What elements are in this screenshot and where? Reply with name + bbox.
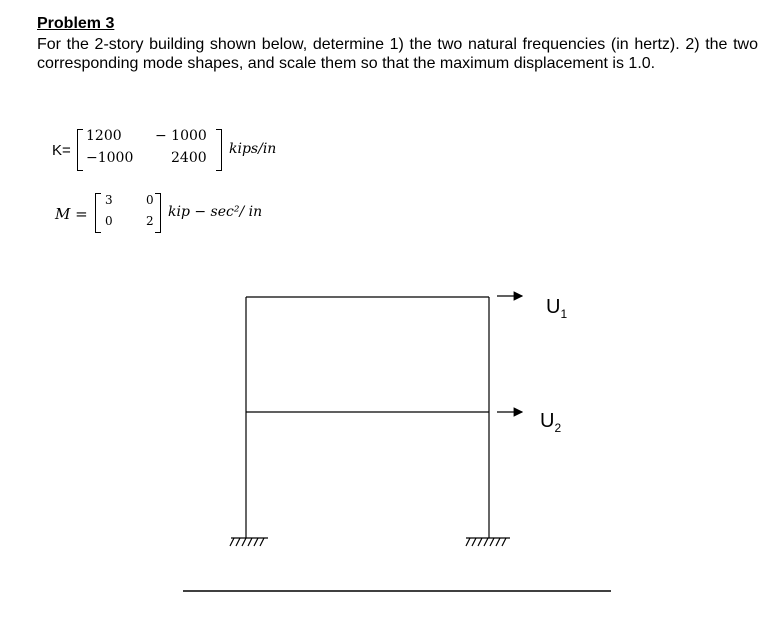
mass-m21: 0 xyxy=(105,214,113,228)
right-support-hatch xyxy=(466,538,506,546)
left-support-hatch xyxy=(230,538,264,546)
problem-title: Problem 3 xyxy=(37,15,115,32)
stiffness-k11: 1200 xyxy=(86,128,122,144)
mass-m12: 0 xyxy=(146,193,154,207)
dof-u2-label: $U_2$ xyxy=(540,410,562,435)
stiffness-k12: − 1000 xyxy=(155,128,207,144)
dof-u1-label: $U_1$ xyxy=(546,296,568,321)
stiffness-units: kips/in xyxy=(229,141,277,157)
problem-statement: For the 2-story building shown below, determine 1) the two natural frequencies (in hertz). 2) the two corresponding mode shapes, and scale them so that the maximum displacement is 1.0. xyxy=(37,36,758,72)
mass-units: kip − sec²/ in xyxy=(168,204,263,220)
stiffness-label: K= xyxy=(52,142,71,159)
stiffness-k22: 2400 xyxy=(171,150,207,166)
mass-label: M = xyxy=(55,205,88,223)
stiffness-k21: −1000 xyxy=(86,150,134,166)
mass-m22: 2 xyxy=(146,214,154,228)
mass-m11: 3 xyxy=(105,193,113,207)
